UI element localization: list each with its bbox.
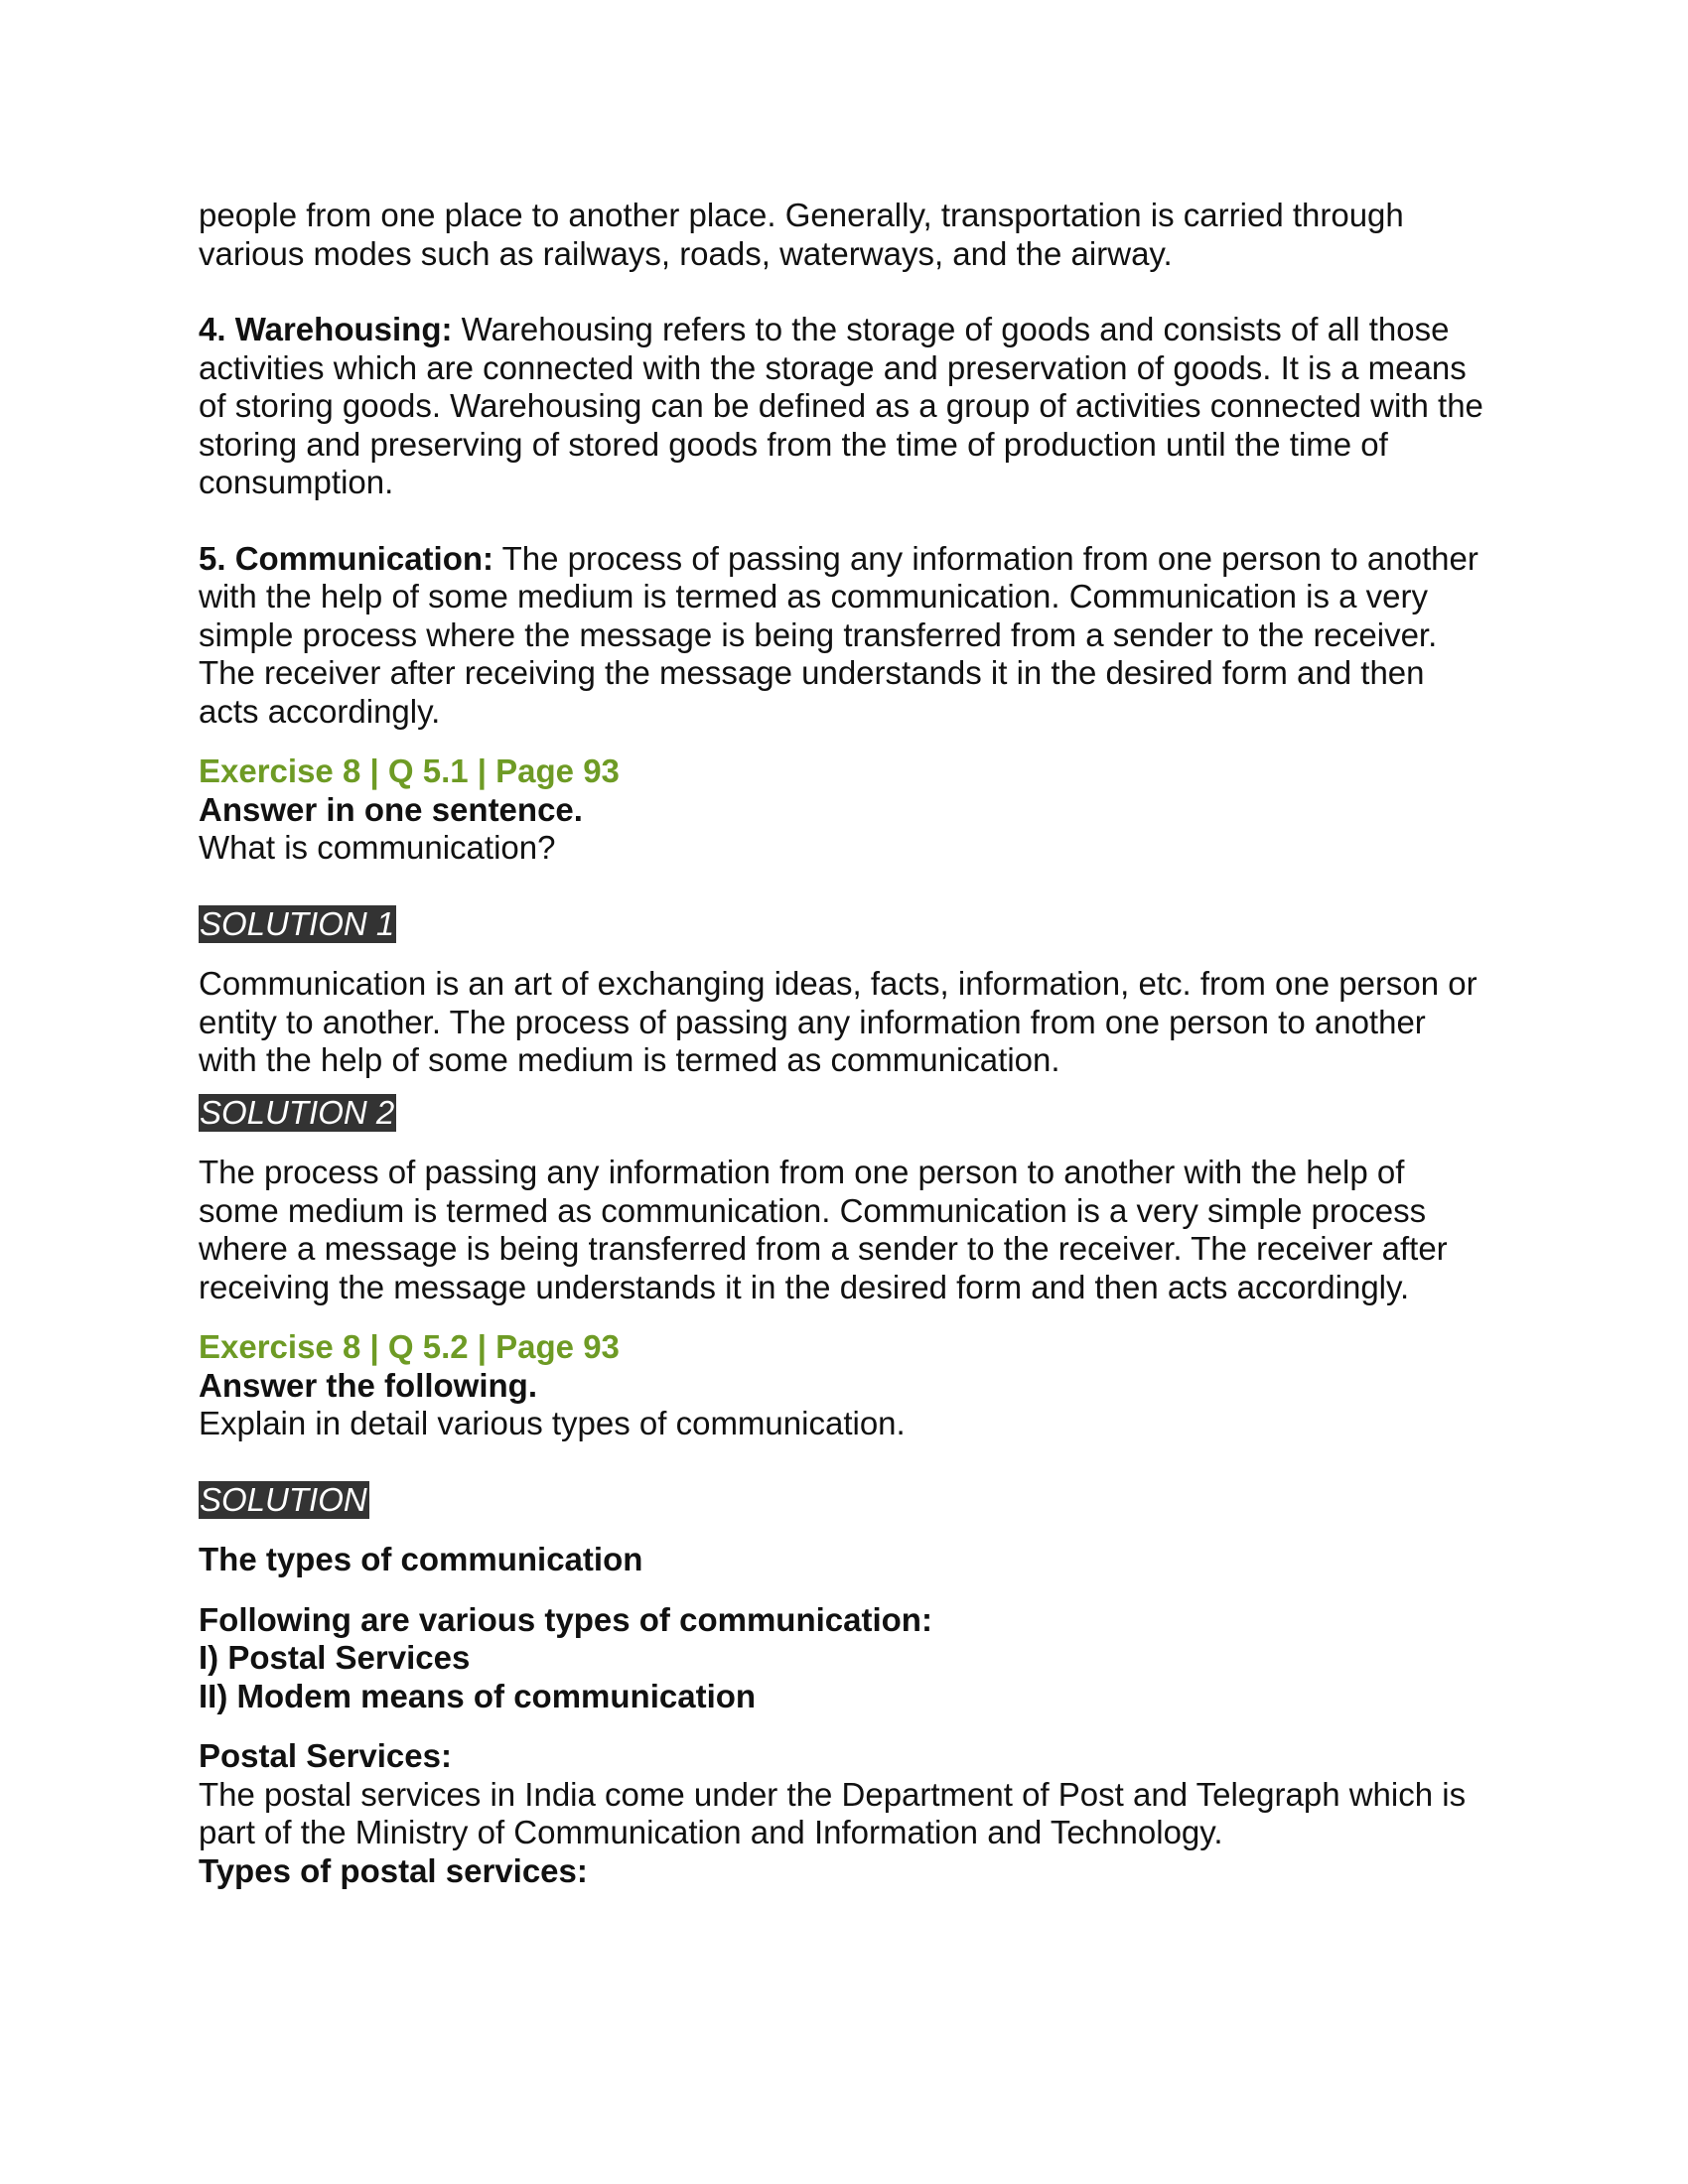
question-q2: Explain in detail various types of communication. <box>199 1405 906 1441</box>
solution-tag-1: SOLUTION 1 <box>200 904 395 942</box>
document-page <box>199 197 1489 1890</box>
solution-tag-2-row <box>199 1094 1489 1133</box>
postal-services-heading: Postal Services: <box>199 1737 452 1774</box>
list-item-modern-means: II) Modem means of communication <box>199 1677 757 1714</box>
solution-2-text: The process of passing any information from one person to another with the help of some medium is termed as communication. Communication is a very simple process where a message is being transferred from a sender to the receiver. The receiver after receiving the message understands it in the desired form and then acts accordingly. <box>199 1154 1448 1305</box>
communication-text: The process of passing any information from one person to another with the help of some medium is termed as communication. Communication is a very simple process where the message is being transferred from a sender to the receiver. The receiver after receiving the message understands it in the desired form and then acts accordingly. <box>199 539 1478 730</box>
solution-tag-1-row <box>199 905 1489 944</box>
exercise-reference-q2: Exercise 8 | Q 5.2 | Page 93 <box>199 1328 620 1365</box>
following-heading: Following are various types of communication: <box>199 1600 932 1638</box>
warehousing-paragraph <box>199 311 1489 502</box>
solution-1-text: Communication is an art of exchanging ideas, facts, information, etc. from one person or entity to another. The process of passing any information from one person to another with the help of some medium is termed as communication. <box>199 965 1477 1078</box>
communication-heading: 5. Communication: <box>199 539 494 577</box>
question-q1: What is communication? <box>199 829 556 866</box>
transport-continuation-paragraph: people from one place to another place. Generally, transportation is carried through various modes such as railways, roads, waterways, and the airway. <box>199 197 1404 272</box>
types-heading: The types of communication <box>199 1541 643 1577</box>
postal-types-heading: Types of postal services: <box>199 1851 588 1889</box>
warehousing-heading: 4. Warehousing: <box>199 311 453 347</box>
instruction-q1: Answer in one sentence. <box>199 790 583 828</box>
solution-tag-2: SOLUTION 2 <box>200 1093 395 1131</box>
communication-paragraph <box>199 540 1489 732</box>
postal-services-text: The postal services in India come under the Department of Post and Telegraph which is part of the Ministry of Communication and Information and Technology. <box>199 1775 1467 1850</box>
exercise-reference-q1: Exercise 8 | Q 5.1 | Page 93 <box>199 752 620 789</box>
warehousing-text: Warehousing refers to the storage of goods and consists of all those activities which are connected with the storage and preservation of goods. It is a means of storing goods. Warehousing can be defined as a group of activities connected with the storing and preserving of stored goods from the time of production until the time of consumption. <box>199 311 1483 500</box>
solution-tag-q2: SOLUTION <box>200 1480 367 1518</box>
solution-tag-q2-row <box>199 1481 1489 1520</box>
list-item-postal-services: I) Postal Services <box>199 1639 471 1676</box>
instruction-q2: Answer the following. <box>199 1366 538 1404</box>
